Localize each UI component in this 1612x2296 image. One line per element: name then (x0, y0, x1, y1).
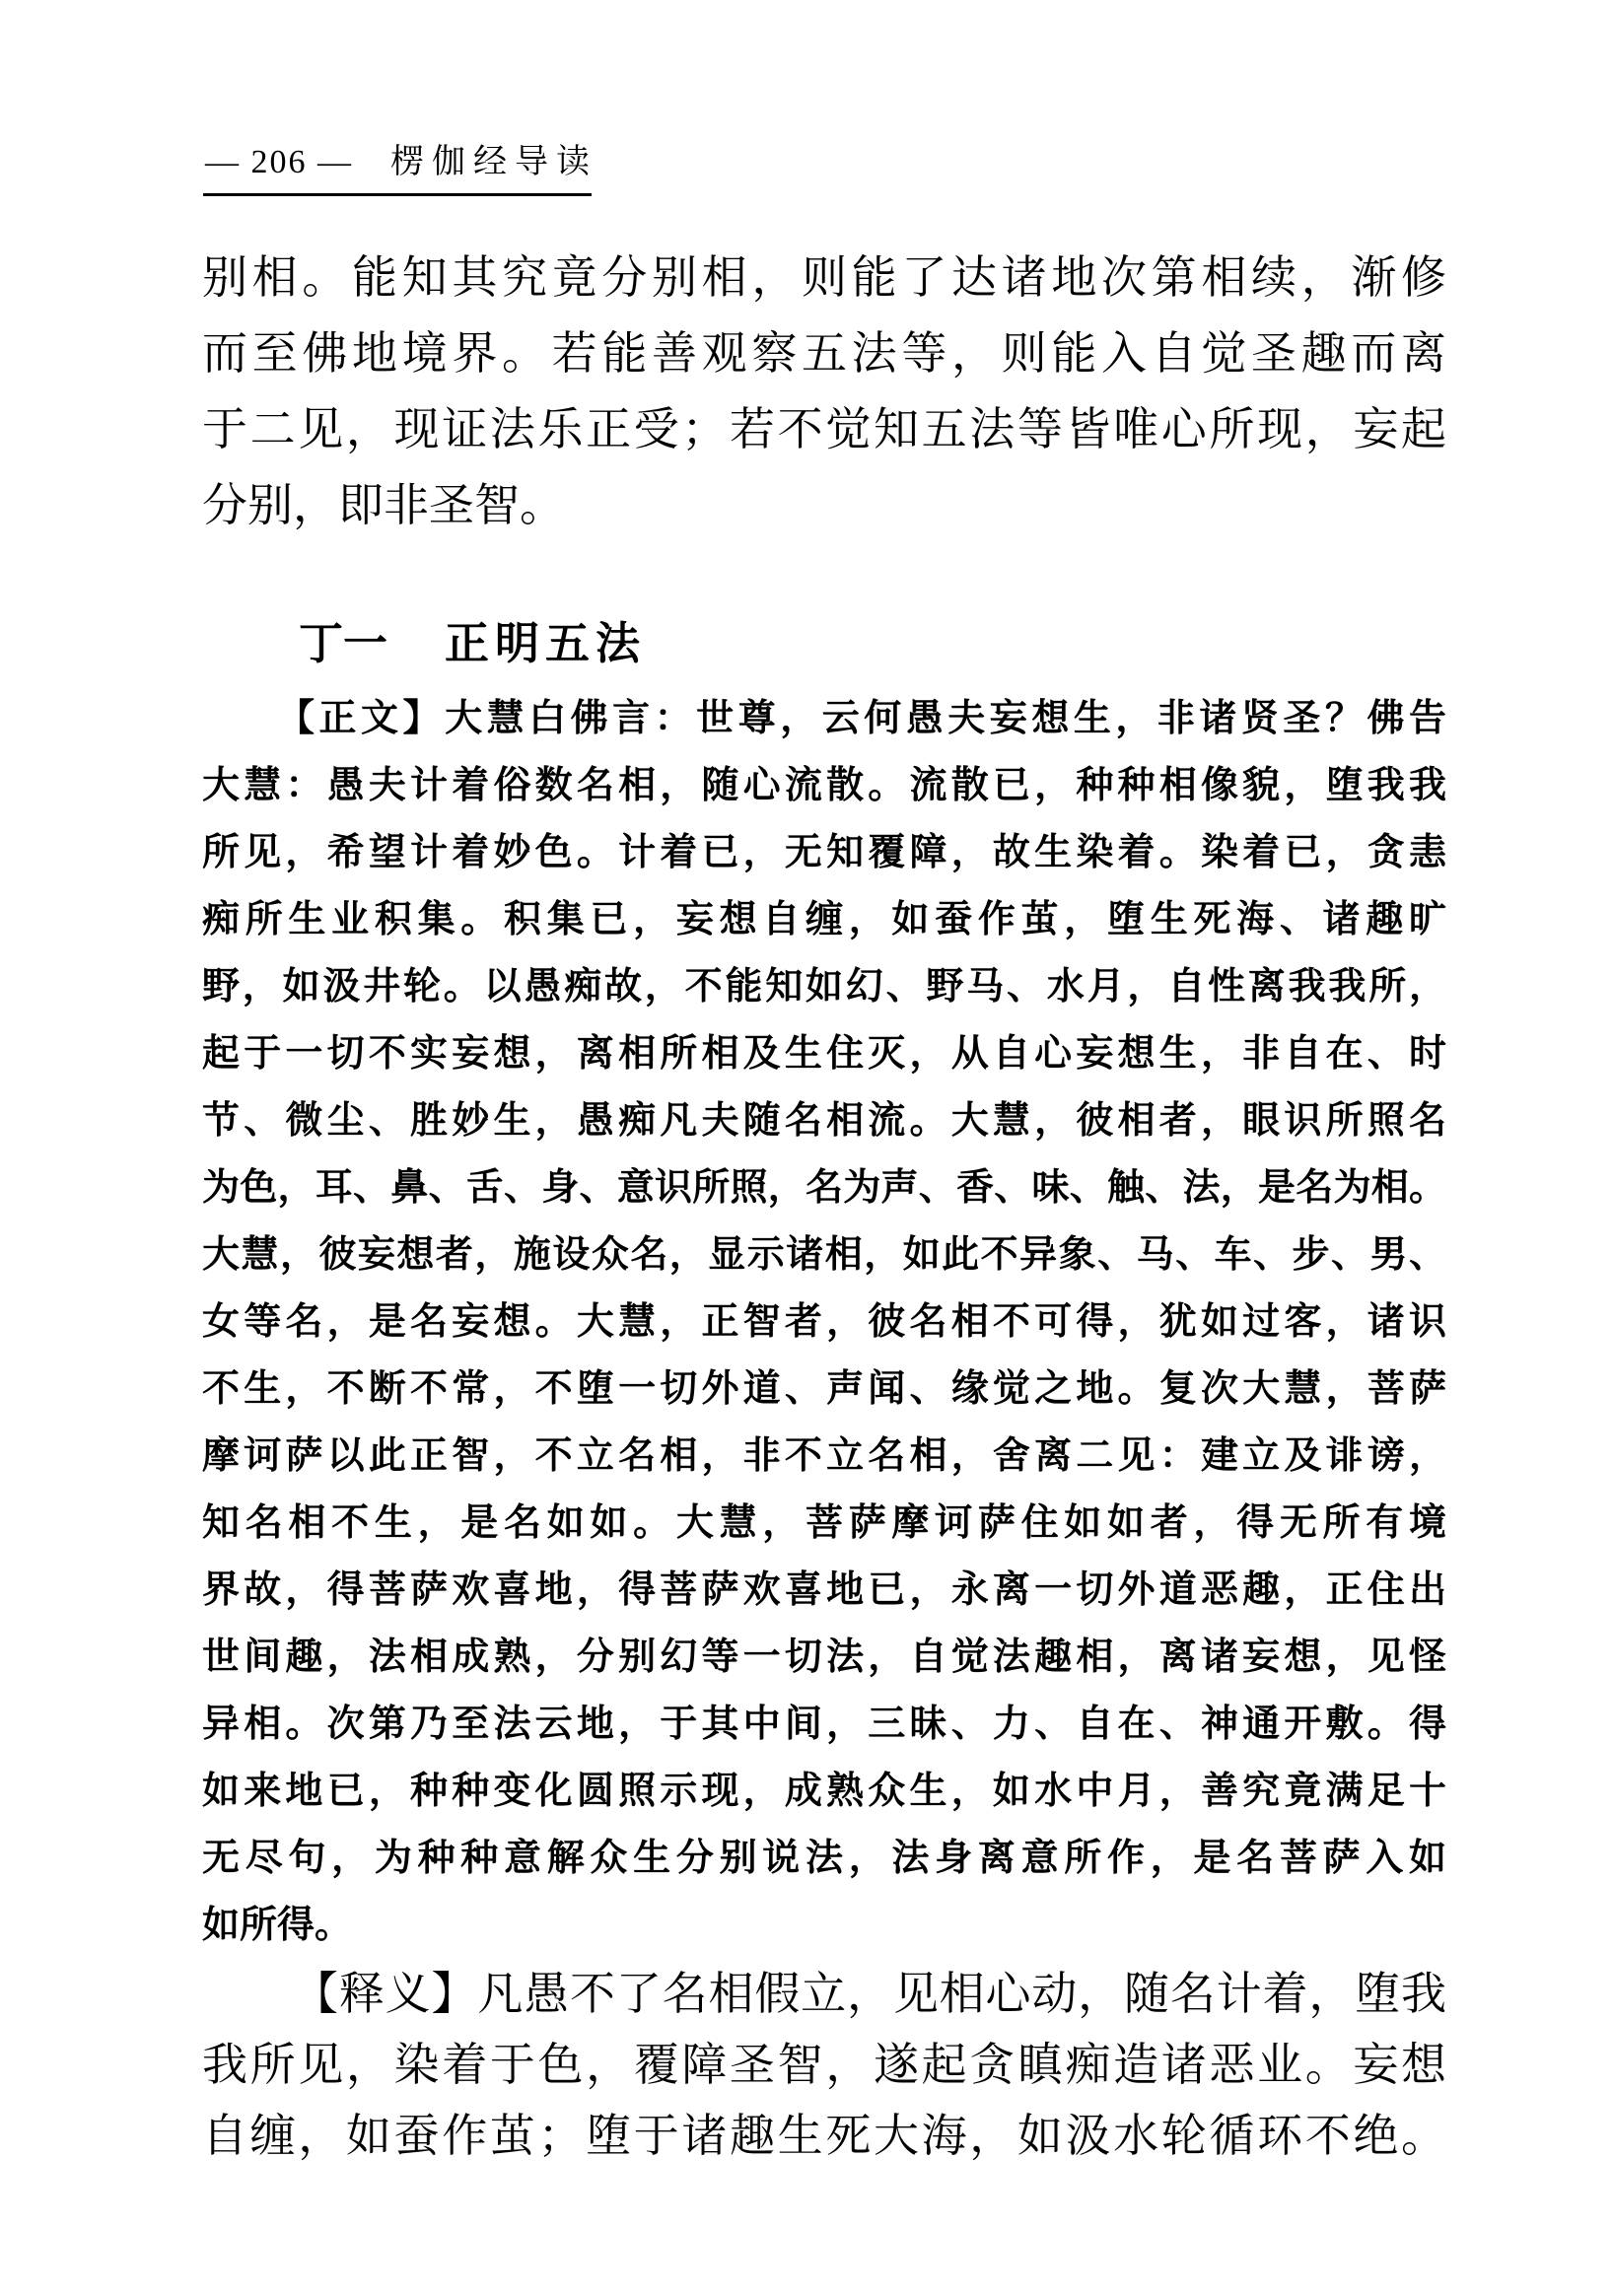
continuation-paragraph (202, 240, 1446, 543)
text-line: 【释义】凡愚不了名相假立，见相心动，随名计着，堕我 (293, 1969, 1446, 2019)
text-line: 而至佛地境界。若能善观察五法等，则能入自觉圣趣而离 (202, 328, 1446, 379)
text-line: 别相。能知其究竟分别相，则能了达诸地次第相续，渐修 (202, 252, 1446, 303)
text-line: 于二见，现证法乐正受；若不觉知五法等皆唯心所现，妄起 (202, 404, 1446, 454)
text-line: 异相。次第乃至法云地，于其中间，三昧、力、自在、神通开敷。得 (202, 1704, 1446, 1745)
section-heading-number: 丁一 (299, 619, 388, 668)
text-line: 世间趣，法相成熟，分别幻等一切法，自觉法趣相，离诸妄想，见怪 (202, 1636, 1446, 1678)
book-title: 楞伽经导读 (390, 144, 597, 180)
text-line: 为色，耳、鼻、舌、身、意识所照，名为声、香、味、触、法，是名为相。 (202, 1167, 1446, 1209)
text-line: 大慧：愚夫计着俗数名相，随心流散。流散已，种种相像貌，堕我我 (202, 765, 1446, 806)
text-line: 所见，希望计着妙色。计着已，无知覆障，故生染着。染着已，贪恚 (202, 832, 1446, 873)
text-line: 摩诃萨以此正智，不立名相，非不立名相，舍离二见：建立及诽谤， (202, 1435, 1446, 1477)
running-header (205, 134, 597, 182)
text-line: 如所得。 (202, 1905, 353, 1946)
text-line: 大慧，彼妄想者，施设众名，显示诸相，如此不异象、马、车、步、男、 (202, 1234, 1446, 1276)
text-line: 如来地已，种种变化圆照示现，成熟众生，如水中月，善究竟满足十 (202, 1771, 1446, 1812)
text-line: 节、微尘、胜妙生，愚痴凡夫随名相流。大慧，彼相者，眼识所照名 (202, 1100, 1446, 1142)
section-heading (299, 613, 646, 674)
text-line: 无尽句，为种种意解众生分别说法，法身离意所作，是名菩萨入如 (202, 1838, 1446, 1879)
text-line: 界故，得菩萨欢喜地，得菩萨欢喜地已，永离一切外道恶趣，正住出 (202, 1569, 1446, 1611)
text-line: 知名相不生，是名如如。大慧，菩萨摩诃萨住如如者，得无所有境 (202, 1502, 1446, 1544)
text-line: 女等名，是名妄想。大慧，正智者，彼名相不可得，犹如过客，诸识 (202, 1301, 1446, 1343)
text-line: 分别，即非圣智。 (202, 480, 565, 530)
text-line: 【正文】大慧白佛言：世尊，云何愚夫妄想生，非诸贤圣？佛告 (277, 698, 1446, 739)
text-line: 自缠，如蚕作茧；堕于诸趣生死大海，如汲水轮循环不绝。 (202, 2111, 1446, 2161)
header-rule (203, 193, 592, 196)
text-line: 野，如汲井轮。以愚痴故，不能知如幻、野马、水月，自性离我我所， (202, 966, 1446, 1008)
section-heading-title: 正明五法 (445, 619, 647, 668)
commentary-paragraph (202, 1959, 1446, 2172)
text-line: 不生，不断不常，不堕一切外道、声闻、缘觉之地。复次大慧，菩萨 (202, 1368, 1446, 1410)
text-line: 起于一切不实妄想，离相所相及生住灭，从自心妄想生，非自在、时 (202, 1033, 1446, 1075)
text-line: 痴所生业积集。积集已，妄想自缠，如蚕作茧，堕生死海、诸趣旷 (202, 899, 1446, 940)
page-number: — 206 — (205, 144, 353, 180)
text-line: 我所见，染着于色，覆障圣智，遂起贪瞋痴造诸恶业。妄想 (202, 2040, 1446, 2090)
main-text-paragraph (202, 685, 1446, 1959)
